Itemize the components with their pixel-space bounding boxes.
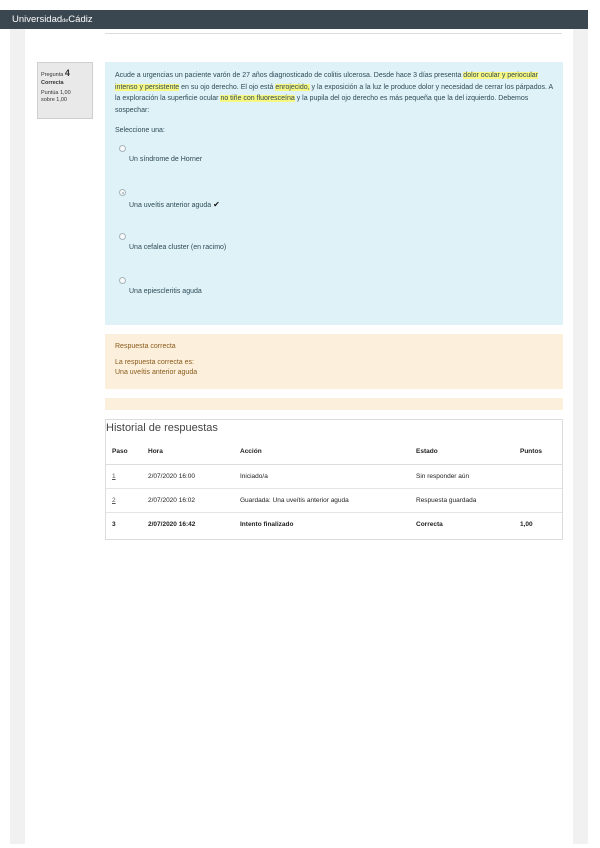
check-icon: ✔ [213,200,220,209]
col-step: Paso [106,439,142,464]
col-points: Puntos [514,439,562,464]
question-text [115,70,553,116]
right-margin [573,29,588,844]
col-state: Estado [410,439,514,464]
history-table [106,439,562,536]
answer-option[interactable] [115,182,553,226]
university-logo[interactable]: UniversidaddeCádiz [12,14,93,25]
radio-button[interactable] [119,277,126,284]
answer-prompt: Seleccione una: [115,127,165,134]
radio-button[interactable] [119,233,126,240]
row-time: 2/07/2020 16:42 [142,512,234,536]
question-content [105,62,563,325]
row-points [514,488,562,512]
answer-option[interactable] [115,270,553,314]
row-time: 2/07/2020 16:00 [142,464,234,488]
option-label: Un síndrome de Horner [129,156,203,163]
option-label: Una epiescleritis aguda [129,288,202,295]
highlighted-text: enrojecido, [275,83,310,91]
highlighted-text: no tiñe con fluoresceína [220,95,295,102]
radio-button[interactable] [119,189,126,196]
table-row [106,488,562,512]
question-text-part: Acude a urgencias un paciente varón de 27 años diagnosticado de colitis ulcerosa. Desde hace 3 días presenta [115,72,464,79]
row-points: 1,00 [514,512,562,536]
general-feedback-strip [105,398,563,410]
question-state: Correcta [41,80,64,87]
question-text-part: y la pupila del ojo derecho es más pequeña que la del izquierdo. Debemos sospechar: [115,95,529,114]
row-action: Iniciado/a [234,464,410,488]
row-time: 2/07/2020 16:02 [142,488,234,512]
row-action: Intento finalizado [234,512,410,536]
question-text-part: y la exposición a la luz le produce dolor y necesidad de cerrar los párpados. A la exploración la superficie ocular [115,83,553,102]
question-grade: Puntúa 1,00 sobre 1,00 [41,89,71,104]
left-margin [10,29,25,844]
question-label: Pregunta [41,72,64,78]
step-link[interactable]: 2 [112,496,116,504]
question-text-part: en su ojo derecho. El ojo está [179,83,276,91]
question-info-panel [37,62,93,119]
row-points [514,464,562,488]
right-answer-intro: La respuesta correcta es: [115,359,194,366]
row-state: Respuesta guardada [410,488,514,512]
col-time: Hora [142,439,234,464]
feedback-result: Respuesta correcta [115,343,176,350]
question-number: 4 [64,68,70,78]
right-answer: Una uveítis anterior aguda [115,369,198,376]
row-step: 3 [106,512,142,536]
answer-option[interactable] [115,138,553,182]
divider [105,33,562,34]
answer-option[interactable] [115,226,553,270]
step-link[interactable]: 1 [112,472,116,480]
top-bar [0,10,588,29]
radio-button[interactable] [119,145,126,152]
table-row [106,464,562,488]
row-state: Correcta [410,512,514,536]
option-label: Una uveítis anterior aguda ✔ [129,200,220,209]
table-row [106,512,562,536]
row-state: Sin responder aún [410,464,514,488]
feedback-panel [105,334,563,389]
col-action: Acción [234,439,410,464]
highlighted-text: dolor ocular y periocular intenso y persistente [115,72,538,91]
response-history [105,419,563,540]
history-title: Historial de respuestas [106,422,218,434]
option-label: Una cefalea cluster (en racimo) [129,244,227,251]
row-action: Guardada: Una uveítis anterior aguda [234,488,410,512]
answer-options [115,138,553,314]
